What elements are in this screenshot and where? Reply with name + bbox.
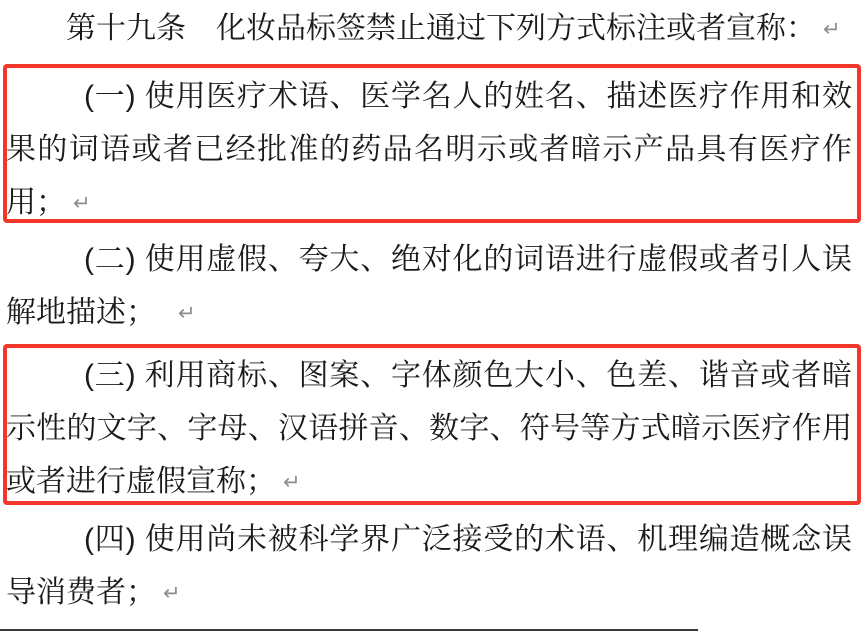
clause-item-4	[6, 513, 852, 620]
paragraph-mark-icon: ↵	[823, 17, 841, 41]
paragraph-mark-icon: ↵	[283, 470, 301, 494]
page-bottom-rule	[0, 629, 698, 631]
article-heading-text: 第十九条 化妆品标签禁止通过下列方式标注或者宣称：	[66, 12, 816, 45]
clause-item-1-text: (一) 使用医疗术语、医学名人的姓名、描述医疗作用和效果的词语或者已经批准的药品名明示或者暗示产品具有医疗作用；	[6, 80, 852, 219]
paragraph-mark-icon: ↵	[163, 581, 181, 605]
paragraph-mark-icon: ↵	[73, 191, 91, 215]
clause-item-2	[6, 233, 852, 340]
clause-item-3-text: (三) 利用商标、图案、字体颜色大小、色差、谐音或者暗示性的文字、字母、汉语拼音、数字、符号等方式暗示医疗作用或者进行虚假宣称；	[6, 359, 852, 498]
clause-item-1	[6, 70, 852, 230]
clause-item-3	[6, 349, 852, 509]
article-heading	[6, 2, 852, 56]
clause-item-2-text: (二) 使用虚假、夸大、绝对化的词语进行虚假或者引人误解地描述；	[6, 243, 852, 329]
clause-item-4-text: (四) 使用尚未被科学界广泛接受的术语、机理编造概念误导消费者；	[6, 523, 852, 609]
paragraph-mark-icon: ↵	[178, 301, 196, 325]
